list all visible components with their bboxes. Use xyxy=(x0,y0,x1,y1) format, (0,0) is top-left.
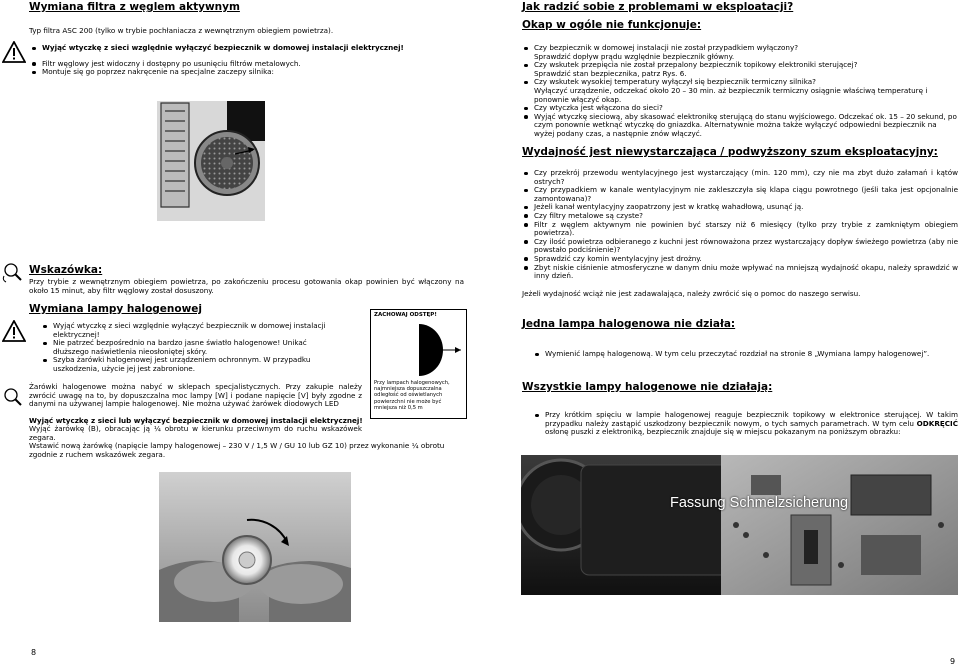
answer-text: Sprawdzić stan bezpiecznika, patrz Rys. 6. xyxy=(534,68,687,78)
question-text: Czy wskutek przepięcia nie został przepalony bezpiecznik topikowy elektroniki sterującej? xyxy=(534,60,858,70)
one-lamp-title: Jedna lampa halogenowa nie działa: xyxy=(522,318,736,330)
question-text: Czy bezpiecznik w domowej instalacji nie został przypadkiem wyłączony? xyxy=(534,43,799,52)
list-item: Czy filtry metalowe są czyste? xyxy=(522,212,958,221)
answer-text: Wyłączyć urządzenie, odczekać około 20 – 30 min. aż bezpiecznik termiczny osiągnie właściwą temperaturę i ponownie włączyć okap. xyxy=(534,85,928,104)
troubleshooting-title: Jak radzić sobie z problemami w eksploatacji? xyxy=(522,1,794,13)
list-item: Nie patrzeć bezpośrednio na bardzo jasne światło halogenowe! Unikać dłuższego naświetlenia nieosłoniętej skóry. xyxy=(41,339,341,356)
pointer-arrow-icon xyxy=(233,140,257,164)
list-item xyxy=(522,44,958,61)
distance-box-title: ZACHOWAJ ODSTĘP! xyxy=(374,312,437,318)
fuse-location-photo xyxy=(521,455,958,595)
halogen-unplug-warning: Wyjąć wtyczkę z sieci lub wyłączyć bezpiecznik w domowej instalacji elektrycznej! xyxy=(29,416,363,425)
distance-box-text: Przy lampach halogenowych, najmniejsza dopuszczalna odległość od oświetlanych powierzchni nie może być mniejsza niż 0,5 m xyxy=(374,380,450,411)
list-item: Sprawdzić czy komin wentylacyjny jest drożny. xyxy=(522,255,958,264)
question-text: Czy wtyczka jest włączona do sieci? xyxy=(534,103,663,113)
lamp-distance-diagram xyxy=(401,322,463,380)
list-item: Czy przekrój przewodu wentylacyjnego jest wystarczający (min. 120 mm), czy nie ma zbyt dużo załamań i kątów ostrych? xyxy=(522,169,958,186)
list-item xyxy=(522,61,958,78)
carbon-filter-title: Wymiana filtra z węglem aktywnym xyxy=(29,1,240,13)
page-number-left: 8 xyxy=(31,648,37,657)
magnifier-hand-icon xyxy=(2,387,26,409)
all-lamps-title: Wszystkie lampy halogenowe nie działają: xyxy=(522,381,773,393)
list-item: Zbyt niskie ciśnienie atmosferyczne w danym dniu może wpływać na mniejszą wydajność okapu, należy sprawdzić w inny dzień. xyxy=(522,264,958,281)
distance-warning-box xyxy=(370,309,467,419)
carbon-filter-intro: Typ filtra ASC 200 (tylko w trybie pochłaniacza z wewnętrznym obiegiem powietrza). xyxy=(29,26,334,35)
answer-text: Sprawdzić dopływ prądu względnie bezpiecznik główny. xyxy=(534,51,735,61)
warning-triangle-icon xyxy=(2,41,26,63)
carbon-filter-list xyxy=(30,44,470,77)
tip-title: Wskazówka: xyxy=(29,264,103,276)
halogen-step-remove: Wyjąć żarówkę (B), obracając ją ¼ obrotu w kierunku przeciwnym do ruchu wskazówek zegara. xyxy=(29,424,362,442)
list-item: Jeżeli kanał wentylacyjny zaopatrzony jest w kratkę wahadłową, usunąć ją. xyxy=(522,203,958,212)
page-number-right: 9 xyxy=(950,657,956,666)
fuse-photo-label: Fassung Schmelzsicherung xyxy=(670,495,849,511)
list-item: Wyjąć wtyczkę z sieci względnie wyłączyć bezpiecznik w domowej instalacji elektrycznej! xyxy=(30,44,470,53)
list-item: Czy przypadkiem w kanale wentylacyjnym nie zakleszczyła się klapa ciągu powrotnego (jeśli taka jest opcjonalnie zamontowana)? xyxy=(522,186,958,203)
one-lamp-list xyxy=(533,350,958,359)
list-item xyxy=(522,78,958,104)
halogen-title: Wymiana lampy halogenowej xyxy=(29,303,203,315)
not-working-title: Okap w ogóle nie funkcjonuje: xyxy=(522,19,702,31)
list-item: Czy ilość powietrza odbieranego z kuchni jest równoważona przez wystarczający dopływ świeżego powietrza (aby nie powstało podciśnienie)? xyxy=(522,238,958,255)
all-lamps-text-end: osłonę puszki z elektroniką, bezpiecznik znajduje się w miejscu pokazanym na poniższym obrazku: xyxy=(545,427,901,437)
answer-text: Wyjąć wtyczkę sieciową, aby skasować elektronikę sterującą do stanu wyjściowego. Odczekać ok. 15 – 20 sekund, po czym ponownie wetknąć wtyczkę do gniazdka. Alternatywnie można także wyłączyć odpowiedni bezpiecznik na wyżej podany czas, a następnie znów włączyć. xyxy=(534,111,957,138)
tip-text: Przy trybie z wewnętrznym obiegiem powietrza, po zakończeniu procesu gotowania okap powinien być włączony na około 15 minut, aby filtr węglowy został dosuszony. xyxy=(29,277,464,295)
all-lamps-text: Przy krótkim spięciu w lampie halogenowej reaguje bezpiecznik topikowy w elektronice sterującej. W takim przypadku należy zastąpić uszkodzony bezpiecznik nowym, o tych samych parametrach. W tym celu xyxy=(545,410,958,428)
list-item: Wyjąć wtyczkę z sieci względnie wyłączyć bezpiecznik w domowej instalacji elektrycznej! xyxy=(41,322,341,339)
not-working-list xyxy=(522,44,958,139)
halogen-purchase-note: Żarówki halogenowe można nabyć w sklepach specjalistycznych. Przy zakupie należy zwrócić uwagę na to, by dopuszczalna moc lampy [W] i podane napięcie [V] były zgodne z danymi na używanej lampie halogenowej. Nie można używać żarówek diodowych LED xyxy=(29,382,362,409)
performance-note: Jeżeli wydajność wciąż nie jest zadawalająca, należy zwrócić się o pomoc do naszego serwisu. xyxy=(522,289,861,298)
warning-triangle-icon xyxy=(2,320,26,342)
list-item xyxy=(522,113,958,139)
list-item xyxy=(533,411,958,437)
list-item: Wymienić lampę halogenową. W tym celu przeczytać rozdział na stronie 8 „Wymiana lampy halogenowej”. xyxy=(533,350,958,359)
list-item: Montuje się go poprzez nakręcenie na specjalne zaczepy silnika: xyxy=(30,68,470,77)
magnifier-hand-icon xyxy=(2,262,26,284)
performance-list xyxy=(522,169,958,281)
list-item: Filtr z węglem aktywnym nie powinien być starszy niż 6 miesięcy (tylko przy trybie z zamkniętym obiegiem powietrza). xyxy=(522,221,958,238)
performance-title: Wydajność jest niewystarczająca / podwyższony szum eksploatacyjny: xyxy=(522,146,938,158)
question-text: Czy wskutek wysokiej temperatury wyłączył się bezpiecznik termiczny silnika? xyxy=(534,77,816,87)
all-lamps-emphasis: ODKRĘCIĆ xyxy=(916,418,958,428)
halogen-list xyxy=(41,322,341,374)
halogen-replacement-photo xyxy=(159,472,351,622)
list-item: Szyba żarówki halogenowej jest urządzeniem ochronnym. W przypadku uszkodzenia, użycie jej jest zabronione. xyxy=(41,356,341,373)
all-lamps-list xyxy=(533,411,958,437)
halogen-step-insert: Wstawić nową żarówkę (napięcie lampy halogenowej – 230 V / 1,5 W / GU 10 lub GZ 10) przez wykonanie ¼ obrotu zgodnie z ruchem wskazówek zegara. xyxy=(29,441,445,459)
list-item: Filtr węglowy jest widoczny i dostępny po usunięciu filtrów metalowych. xyxy=(30,60,470,69)
